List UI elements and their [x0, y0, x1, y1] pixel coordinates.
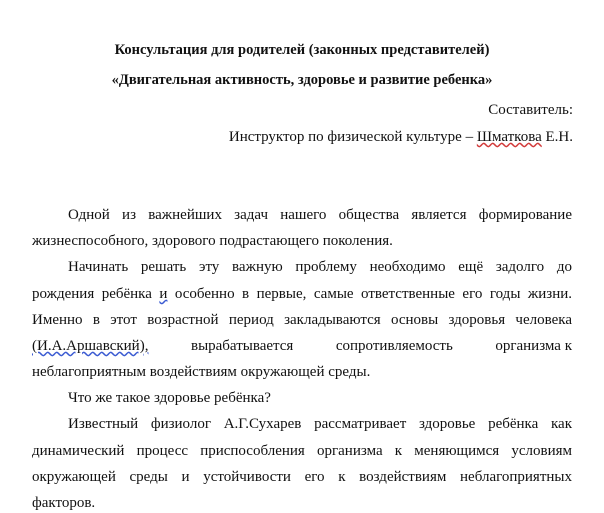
paragraph-1-line-2: жизнеспособного, здорового подрастающего поколения.	[32, 233, 393, 249]
paragraph-4-line-2: динамический процесс приспособления организма к меняющимся условиям	[32, 443, 572, 459]
text-run: организма к	[495, 338, 572, 354]
author-surname: Шматкова	[476, 129, 542, 145]
paragraph-2-line-5: неблагоприятным воздействиям окружающей среды.	[32, 364, 371, 380]
text-run: рождения ребёнка	[32, 286, 160, 302]
text-run-marked: и	[159, 286, 168, 302]
paragraph-2-line-2	[32, 284, 572, 304]
citation: (И.А.Аршавский),	[32, 338, 149, 354]
paragraph-1-line-1: Одной из важнейших задач нашего общества является формирование	[68, 207, 572, 223]
paragraph-2-line-3: Именно в этот возрастной период закладываются основы здоровья человека	[32, 312, 572, 328]
author-initials: Е.Н.	[541, 129, 573, 145]
paragraph-4-line-1: Известный физиолог А.Г.Сухарев рассматривает здоровье ребёнка как	[68, 416, 572, 432]
author-role: Инструктор по физической культуре –	[228, 129, 477, 145]
text-run: сопротивляемость	[335, 338, 453, 354]
paragraph-4-line-3: окружающей среды и устойчивости его к воздействиям неблагоприятных	[32, 469, 572, 485]
paragraph-3-line-1: Что же такое здоровье ребёнка?	[68, 390, 271, 406]
text-run: вырабатывается	[190, 338, 294, 354]
author-label: Составитель:	[488, 102, 573, 118]
paragraph-2-line-1: Начинать решать эту важную проблему необходимо ещё задолго до	[68, 259, 572, 275]
author-line	[229, 127, 573, 147]
paragraph-4-line-4: факторов.	[32, 495, 96, 511]
text-run: особенно в первые, самые ответственные его годы жизни.	[167, 286, 572, 302]
title-line-2: «Двигательная активность, здоровье и развитие ребенка»	[111, 72, 493, 88]
title-line-1: Консультация для родителей (законных представителей)	[114, 42, 490, 58]
paragraph-2-line-4	[32, 336, 572, 356]
